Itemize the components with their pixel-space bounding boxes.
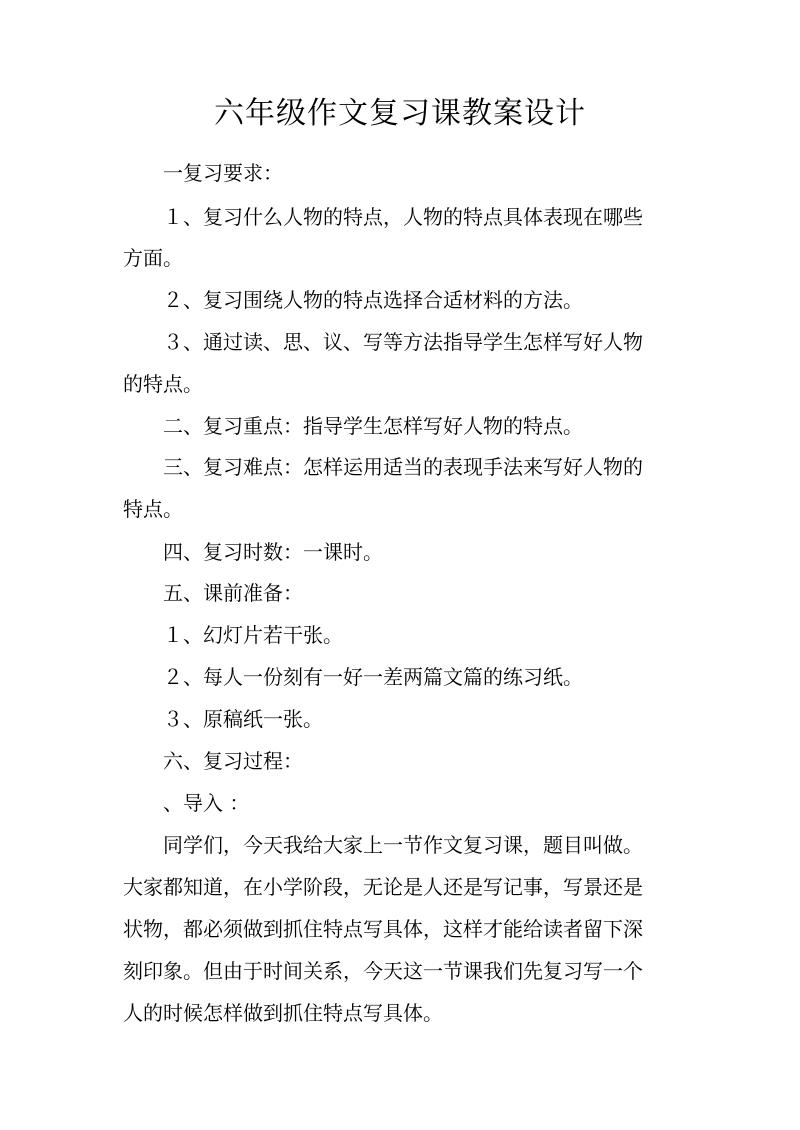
section-heading: 六、复习过程：	[163, 749, 303, 773]
paragraph-line: 特点。	[123, 497, 183, 521]
paragraph-line: ２、每人一份刻有一好一差两篇文篇的练习纸。	[163, 665, 583, 689]
paragraph-line: 同学们，今天我给大家上一节作文复习课，题目叫做。	[163, 833, 643, 857]
document-title: 六年级作文复习课教案设计	[214, 96, 586, 131]
paragraph-line: ２、复习围绕人物的特点选择合适材料的方法。	[163, 288, 583, 312]
paragraph-line: 人的时候怎样做到抓住特点写具体。	[123, 1001, 443, 1025]
section-heading: 五、课前准备：	[163, 581, 303, 605]
paragraph-line: ３、原稿纸一张。	[163, 707, 323, 731]
paragraph-line: 大家都知道，在小学阶段，无论是人还是写记事，写景还是	[123, 875, 643, 899]
section-heading: 二、复习重点：指导学生怎样写好人物的特点。	[163, 414, 583, 438]
section-heading: 四、复习时数：一课时。	[163, 540, 383, 564]
paragraph-line: 刻印象。但由于时间关系，今天这一节课我们先复习写一个	[123, 959, 643, 983]
paragraph-line: 的特点。	[123, 372, 203, 396]
paragraph-line: １、幻灯片若干张。	[163, 623, 343, 647]
paragraph-line: ３、通过读、思、议、写等方法指导学生怎样写好人物	[163, 330, 643, 354]
section-heading: 三、复习难点：怎样运用适当的表现手法来写好人物的	[163, 455, 643, 479]
paragraph-line: １、复习什么人物的特点，人物的特点具体表现在哪些	[163, 205, 643, 229]
paragraph-line: 、导入 ：	[163, 791, 250, 815]
section-heading: 一复习要求：	[163, 161, 283, 185]
paragraph-line: 方面。	[123, 246, 183, 270]
paragraph-line: 状物，都必须做到抓住特点写具体，这样才能给读者留下深	[123, 917, 643, 941]
